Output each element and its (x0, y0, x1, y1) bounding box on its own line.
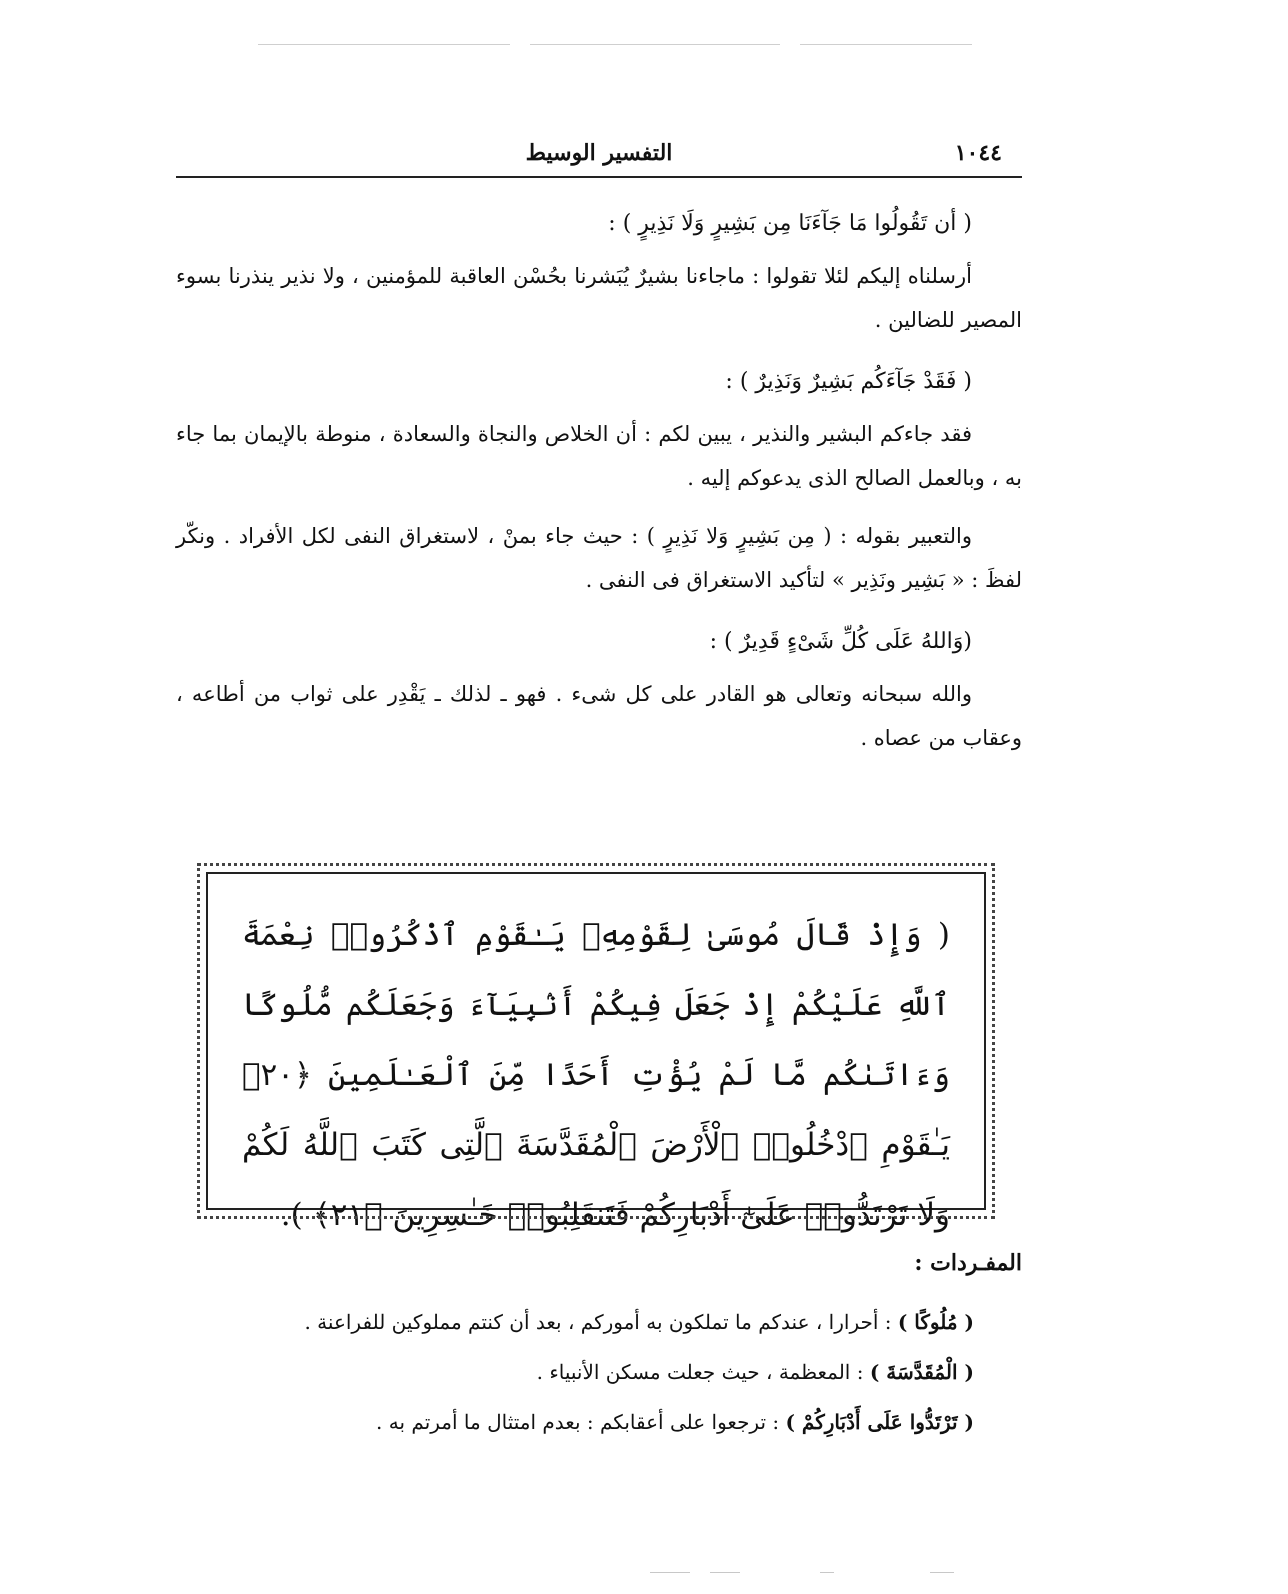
running-head (176, 140, 1022, 176)
verse-frame (206, 872, 986, 1233)
quranic-quote: ( فَقَدْ جَآءَكُم بَشِيرٌ وَنَذِيرٌ ) : (725, 369, 972, 394)
quranic-quote: ( أن تَقُولُوا مَا جَآءَنَا مِن بَشِيرٍ وَلَا نَذِيرٍ ) : (608, 211, 972, 236)
vocabulary-term: ( مُلُوكًا ) (897, 1310, 974, 1334)
book-title: التفسير الوسيط (525, 140, 673, 166)
header-rule (176, 176, 1022, 178)
commentary-paragraph: فقد جاءكم البشير والنذير ، يبين لكم : أن الخلاص والنجاة والسعادة ، منوطة بالإيمان بما جاء به ، وبالعمل الصالح الذى يدعوكم إليه . (176, 422, 1022, 490)
page-number: ١٠٤٤ (954, 140, 1002, 166)
vocabulary-item (176, 1400, 974, 1444)
vocabulary-definition: : ترجعوا على أعقابكم : بعدم امتثال ما أمرتم به . (376, 1410, 780, 1434)
vocabulary-term: ( تَرْتَدُّوا عَلَى أَدْبَارِكُمْ ) (785, 1410, 974, 1434)
vocabulary-item (176, 1350, 974, 1394)
vocabulary-item (176, 1300, 974, 1344)
commentary-paragraph: والله سبحانه وتعالى هو القادر على كل شىء . فهو ـ لذلك ـ يَقْدِر على ثواب من أطاعه ، وعقاب من عصاه . (176, 682, 1022, 750)
commentary-paragraph: والتعبير بقوله : ( مِن بَشِيرٍ وَلا نَذِيرٍ ) : حيث جاء بمنْ ، لاستغراق النفى لكل الأفراد . ونكّر لفظَ : « بَشِير ونَذِير » لتأكيد الاستغراق فى النفى . (176, 524, 1022, 592)
vocabulary-term: ( الْمُقَدَّسَةَ ) (869, 1360, 974, 1384)
vocabulary-definition: : المعظمة ، حيث جعلت مسكن الأنبياء . (536, 1360, 864, 1384)
quranic-quote: (وَاللهُ عَلَى كُلِّ شَىْءٍ قَدِيرٌ ) : (709, 629, 972, 654)
commentary-paragraph: أرسلناه إليكم لئلا تقولوا : ماجاءنا بشيرٌ يُبَشرنا بحُسْن العاقبة للمؤمنين ، ولا نذير ينذرنا بسوء المصير للضالين . (176, 264, 1022, 332)
verse-text: ( وَإِذْ قَالَ مُوسَىٰ لِقَوْمِهِۦ يَـٰقَوْمِ ٱذْكُرُوا۟ نِعْمَةَ ٱللَّهِ عَلَيْكُمْ إِذْ جَعَلَ فِيكُمْ أَنۢبِيَآءَ وَجَعَلَكُم مُّلُوكًا وَءَاتَىٰكُم مَّا لَمْ يُؤْتِ أَحَدًا مِّنَ ٱلْعَـٰلَمِينَ ﴿٢٠﴾ يَـٰقَوْمِ ٱدْخُلُوا۟ ٱلْأَرْضَ ٱلْمُقَدَّسَةَ ٱلَّتِى كَتَبَ ٱللَّهُ لَكُمْ وَلَا تَرْتَدُّوا۟ عَلَىٰٓ أَدْبَارِكُمْ فَتَنقَلِبُوا۟ خَـٰسِرِينَ ﴿٢١﴾ ). (242, 917, 950, 1233)
scan-artifact-marks (640, 1568, 980, 1580)
commentary-body (176, 202, 1022, 774)
vocabulary-definition: : أحرارا ، عندكم ما تملكون به أموركم ، بعد أن كنتم مملوكين للفراعنة . (304, 1310, 892, 1334)
vocabulary-heading: المفـردات : (914, 1250, 1022, 1276)
page (176, 0, 1022, 1594)
vocabulary-list (176, 1300, 1022, 1450)
